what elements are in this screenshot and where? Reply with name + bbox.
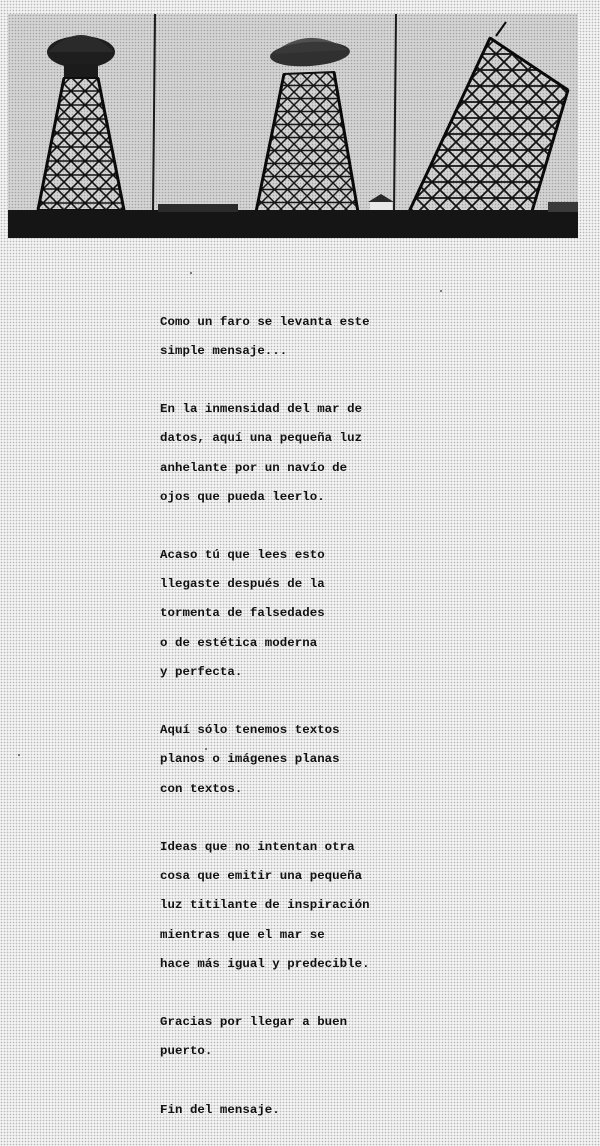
stanza (160, 388, 480, 519)
dust-speck (440, 290, 442, 292)
poem (160, 300, 480, 1146)
poem-line: En la inmensidad del mar de (160, 402, 363, 417)
poem-line: simple mensaje... (160, 343, 288, 358)
poem-line: hace más igual y predecible. (160, 956, 370, 971)
dust-speck (190, 272, 192, 274)
poem-line: ojos que pueda leerlo. (160, 489, 325, 504)
poem-line: anhelante por un navío de (160, 460, 348, 475)
poem-line: o de estética moderna (160, 635, 318, 650)
tower-photo-strip (8, 14, 578, 238)
poem-line: Ideas que no intentan otra (160, 839, 355, 854)
stanza (160, 1088, 480, 1132)
poem-line: Como un faro se levanta este (160, 314, 370, 329)
stanza (160, 300, 480, 373)
poem-line: Aquí sólo tenemos textos (160, 723, 340, 738)
poem-line: planos o imágenes planas (160, 752, 340, 767)
tower-panel-complete (8, 14, 154, 238)
poem-line: con textos. (160, 781, 243, 796)
poem-line: tormenta de falsedades (160, 606, 325, 621)
poem-line: mientras que el mar se (160, 927, 325, 942)
stanza (160, 825, 480, 986)
dust-speck (205, 748, 207, 750)
stanza (160, 534, 480, 695)
poem-line: cosa que emitir una pequeña (160, 869, 363, 884)
poem-line: puerto. (160, 1044, 213, 1059)
poem-line: y perfecta. (160, 664, 243, 679)
poem-line: Fin del mensaje. (160, 1102, 280, 1117)
poem-line: Gracias por llegar a buen (160, 1015, 348, 1030)
poem-line: Acaso tú que lees esto (160, 548, 325, 563)
poem-line: datos, aquí una pequeña luz (160, 431, 363, 446)
stanza (160, 1001, 480, 1074)
poem-line: luz titilante de inspiración (160, 898, 370, 913)
dust-speck (18, 754, 20, 756)
poem-line: llegaste después de la (160, 577, 325, 592)
